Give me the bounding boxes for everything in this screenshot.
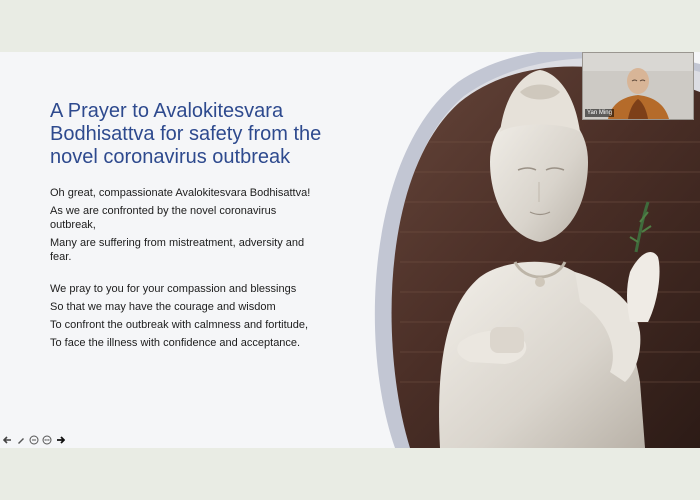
forward-arrow-icon[interactable] bbox=[54, 435, 65, 446]
prayer-text bbox=[50, 186, 320, 354]
slideshow-controls bbox=[0, 434, 65, 446]
slide-title: A Prayer to Avalokitesvara Bodhisattva for safety from the novel coronavirus outbreak bbox=[50, 100, 322, 168]
paragraph-gap bbox=[50, 268, 320, 282]
participant-video-tile[interactable] bbox=[582, 52, 694, 120]
zoom-out-icon[interactable] bbox=[28, 435, 39, 446]
pen-icon[interactable] bbox=[15, 435, 26, 446]
prayer-line: As we are confronted by the novel coronavirus outbreak, bbox=[50, 205, 277, 231]
back-arrow-icon[interactable] bbox=[2, 435, 13, 446]
participant-name-label: Yan Ming bbox=[587, 110, 612, 116]
prayer-line: Oh great, compassionate Avalokitesvara Bodhisattva! bbox=[50, 187, 311, 199]
options-icon[interactable] bbox=[41, 435, 52, 446]
prayer-line: Many are suffering from mistreatment, adversity and fear. bbox=[50, 237, 305, 263]
prayer-line: So that we may have the courage and wisdom bbox=[50, 301, 276, 313]
prayer-line: To face the illness with confidence and acceptance. bbox=[50, 337, 301, 349]
prayer-line: To confront the outbreak with calmness and fortitude, bbox=[50, 319, 309, 331]
prayer-line: We pray to you for your compassion and blessings bbox=[50, 283, 297, 295]
